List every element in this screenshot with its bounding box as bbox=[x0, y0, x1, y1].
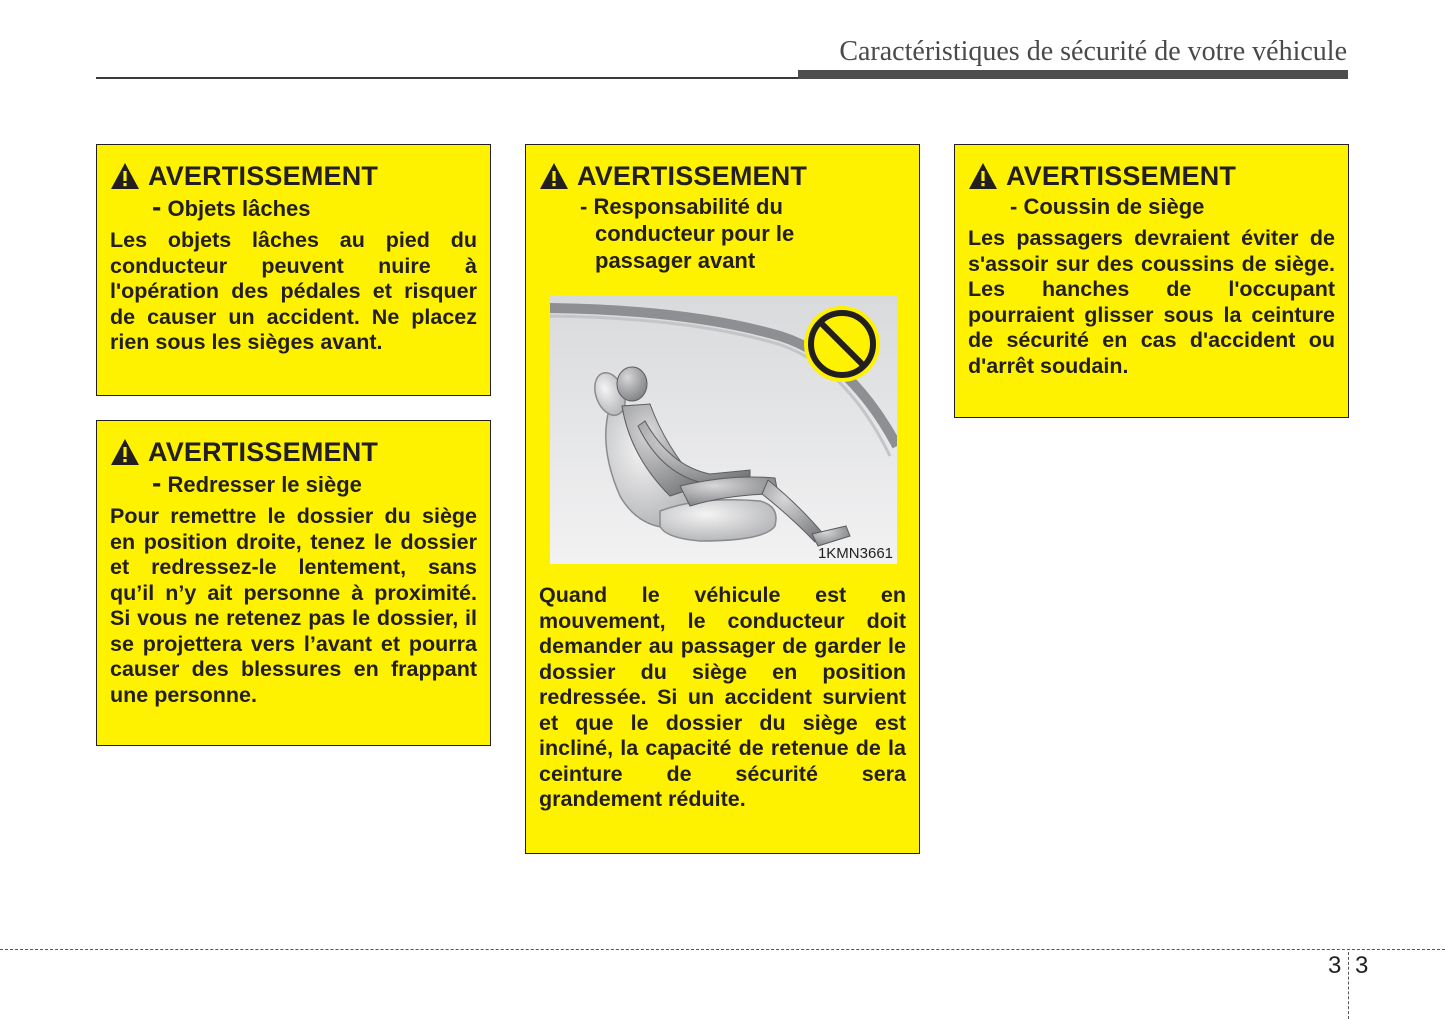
warning-triangle-icon bbox=[110, 162, 140, 190]
warning-triangle-icon bbox=[968, 162, 998, 190]
warning-loose-objects bbox=[96, 144, 491, 396]
header-rule-accent bbox=[798, 70, 1348, 79]
warning-title: AVERTISSEMENT bbox=[148, 436, 379, 467]
warning-subtitle: - Redresser le siège bbox=[152, 467, 362, 498]
warning-body: Les objets lâches au pied du conducteur peuvent nuire à l'opération des pédales et risquer de causer un accident. Ne placez rien sous les sièges avant. bbox=[110, 228, 477, 354]
warning-title: AVERTISSEMENT bbox=[148, 160, 379, 191]
warning-title: AVERTISSEMENT bbox=[1006, 160, 1237, 191]
page-title: Caractéristiques de sécurité de votre véhicule bbox=[839, 36, 1347, 67]
warning-straighten-seat bbox=[96, 420, 491, 746]
warning-subtitle: - Responsabilité du conducteur pour le passager avant bbox=[580, 194, 795, 273]
reclined-seat-illustration bbox=[550, 296, 897, 564]
warning-title: AVERTISSEMENT bbox=[577, 160, 808, 191]
warning-seat-cushion bbox=[954, 144, 1349, 418]
chapter-number: 3 bbox=[1328, 952, 1342, 979]
warning-body: Quand le véhicule est en mouvement, le conducteur doit demander au passager de garder le dossier du siège en position redressée. Si un accident survient et que le dossier du siège est incliné, la capacité de retenue de la ceinture de sécurité sera grandement réduite. bbox=[539, 583, 906, 811]
reclined-passenger-figure bbox=[550, 296, 897, 564]
page-number: 3 bbox=[1355, 952, 1369, 979]
footer-rule bbox=[0, 949, 1445, 950]
page-number-divider bbox=[1348, 952, 1349, 1019]
warning-triangle-icon bbox=[539, 162, 569, 190]
warning-body: Pour remettre le dossier du siège en position droite, tenez le dossier et redressez-le lentement, sans qu’il n’y ait personne à proximité. Si vous ne retenez pas le dossier, il se projettera vers l’avant et pourra causer des blessures en frappant une personne. bbox=[110, 504, 477, 707]
figure-code: 1KMN3661 bbox=[817, 545, 893, 562]
warning-subtitle: - Coussin de siège bbox=[1010, 194, 1205, 219]
header-rule bbox=[96, 77, 798, 79]
warning-triangle-icon bbox=[110, 438, 140, 466]
warning-body: Les passagers devraient éviter de s'assoir sur des coussins de siège. Les hanches de l'occupant pourraient glisser sous la ceinture de sécurité en cas d'accident ou d'arrêt soudain. bbox=[968, 226, 1335, 378]
warning-driver-responsibility bbox=[525, 144, 920, 854]
warning-subtitle: - Objets lâches bbox=[152, 191, 311, 222]
